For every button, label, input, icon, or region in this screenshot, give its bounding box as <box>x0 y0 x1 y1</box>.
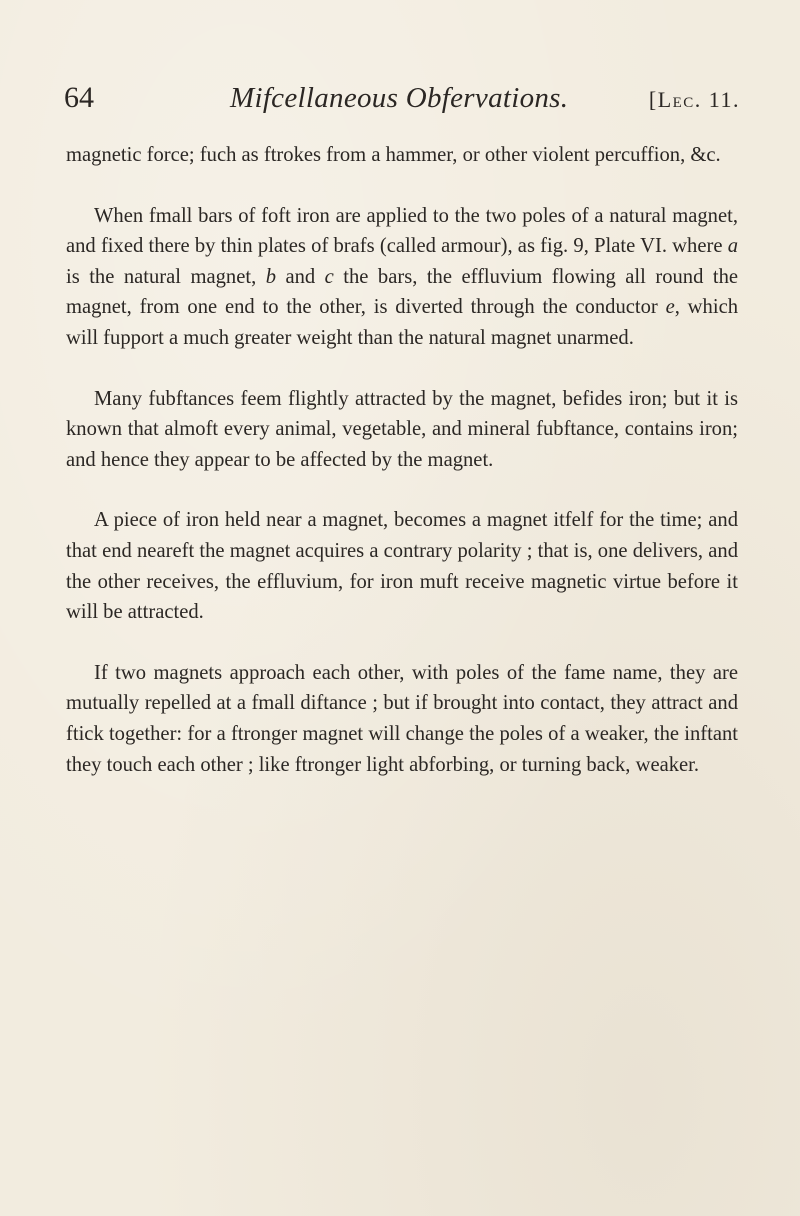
paragraph-2-part-4: the bars, the effluvium flowing all round the magnet, from one end to the other, is diverted through the conductor <box>66 265 738 319</box>
paragraph-2-part-3: and <box>276 265 325 288</box>
variable-c: c <box>324 265 334 288</box>
paragraph-2-part-5: , which will fupport a much greater weight than the natural magnet unarmed. <box>66 296 739 349</box>
paragraph-2-part-2: is the natural magnet, <box>66 265 266 288</box>
paragraph-1: magnetic force; fuch as ftrokes from a hammer, or other violent percuffion, &c. <box>66 144 721 166</box>
running-head <box>64 78 740 124</box>
paragraph-2 <box>66 201 738 354</box>
variable-e: e <box>665 296 675 319</box>
paragraph-2-part-1: When fmall bars of foft iron are applied to the two poles of a natural magnet, and fixed there by thin plates of brafs (called armour), as fig. 9, Plate VI. where <box>66 204 738 258</box>
paragraph-3: Many fubftances feem flightly attracted by the magnet, befides iron; but it is known that almoft every animal, vegetable, and mineral fubftance, contains iron; and hence they appear to be affected by the magnet. <box>66 387 738 471</box>
variable-b: b <box>265 265 276 288</box>
paragraph-5: If two magnets approach each other, with poles of the fame name, they are mutually repelled at a fmall diftance ; but if brought into contact, they attract and ftick together: for a ftronger magnet will change the poles of a weaker, the inftant they touch each other ; like ftronger light abforbing, or turning back, weaker. <box>66 661 738 776</box>
running-title: Mifcellaneous Obfervations. <box>230 82 569 114</box>
lecture-reference: [Lec. 11. <box>648 87 740 112</box>
page-number: 64 <box>64 81 94 114</box>
body-text <box>66 140 738 780</box>
paragraph-4: A piece of iron held near a magnet, becomes a magnet itfelf for the time; and that end neareft the magnet acquires a contrary polarity ; that is, one delivers, and the other receives, the effluvium, for iron muft receive magnetic virtue before it will be attracted. <box>66 509 738 624</box>
variable-a: a <box>727 235 738 258</box>
